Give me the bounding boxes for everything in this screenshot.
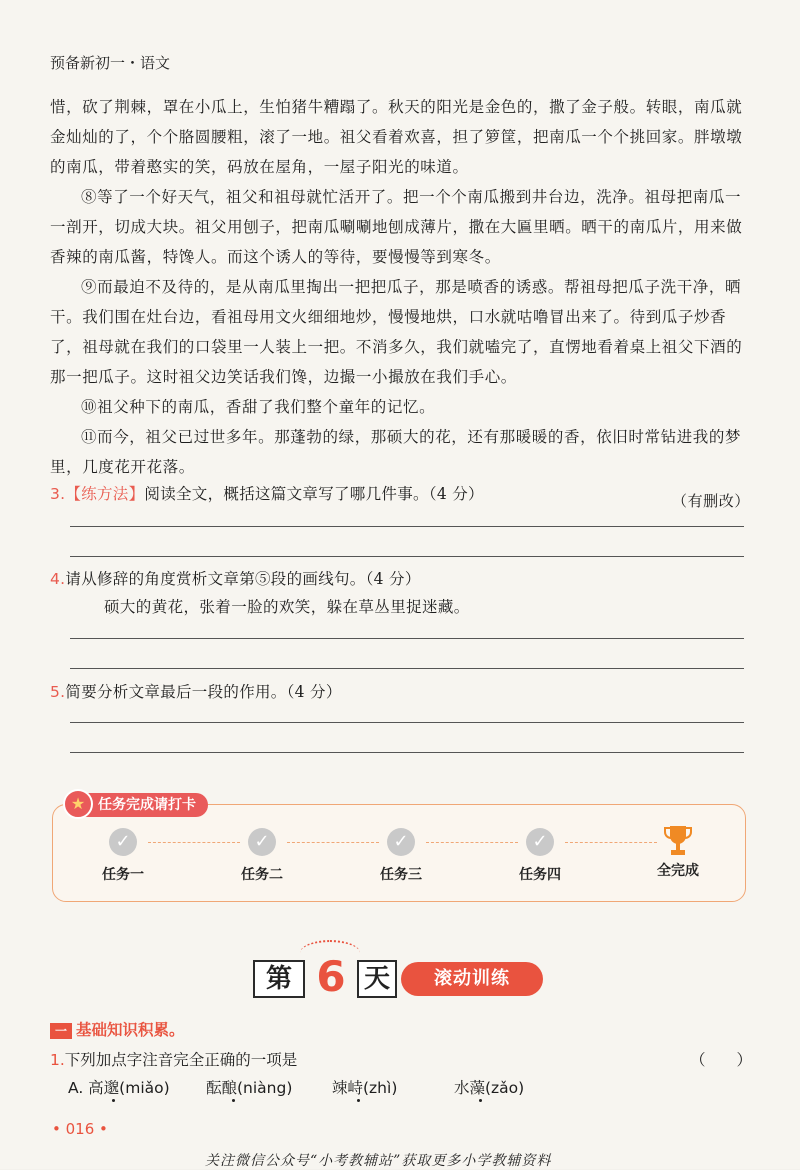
- task-checkbox-1[interactable]: [83, 828, 163, 884]
- page-header-title: 预备新初一・语文: [50, 54, 171, 72]
- article-source-note: （有删改）: [671, 492, 750, 510]
- emphasis-dot: [479, 1099, 482, 1102]
- emphasis-dot: [357, 1099, 360, 1102]
- day-prefix: 第: [253, 960, 305, 998]
- article-paragraph: ⑨而最迫不及待的，是从南瓜里掏出一把把瓜子，那是喷香的诱惑。帮祖母把瓜子洗干净，晒干。我们围在灶台边，看祖母用文火细细地炒，慢慢地烘，口水就咕噜冒出来了。待到瓜子炒香了，祖母就在我们的口袋里一人装上一把。不消多久，我们就嗑完了，直愣地看着桌上祖父下酒的那一把瓜子。这时祖父边笑话我们馋，边撮一小撮放在我们手心。: [50, 278, 743, 386]
- task-label: 任务四: [519, 867, 561, 883]
- task-checkbox-4[interactable]: [500, 828, 580, 884]
- article-paragraph: 惜，砍了荆棘，罩在小瓜上，生怕猪牛糟蹋了。秋天的阳光是金色的，撒了金子般。转眼，南瓜就金灿灿的了，个个胳圆腰粗，滚了一地。祖父看着欢喜，担了箩筐，把南瓜一个个挑回家。胖墩墩的南瓜，带着憨实的笑，码放在屋角，一屋子阳光的味道。: [50, 98, 743, 176]
- answer-line[interactable]: [70, 556, 744, 557]
- page-number-text: 016: [65, 1120, 95, 1138]
- quoted-sentence: 硕大的黄花，张着一脸的欢笑，躲在草丛里捉迷藏。: [104, 598, 470, 616]
- question-text: 下列加点字注音完全正确的一项是: [64, 1051, 298, 1069]
- question-3: [50, 482, 484, 504]
- page-number: • 016 •: [52, 1120, 108, 1138]
- question-1: [50, 1048, 753, 1070]
- question-text: 阅读全文，概括这篇文章写了哪几件事。（4 分）: [144, 485, 484, 503]
- task-checkbox-3[interactable]: [361, 828, 441, 884]
- answer-line[interactable]: [70, 752, 744, 753]
- question-number: 3.: [50, 485, 66, 503]
- task-checkbox-2[interactable]: [222, 828, 302, 884]
- task-label: 任务一: [102, 867, 144, 883]
- task-label: 任务三: [380, 867, 422, 883]
- star-badge-icon: ★: [63, 789, 93, 819]
- question-5: [50, 680, 342, 702]
- footer-note: 关注微信公众号“小考教辅站”获取更多小学教辅资料: [205, 1153, 552, 1169]
- answer-line[interactable]: [70, 526, 744, 527]
- answer-line[interactable]: [70, 638, 744, 639]
- option-d: 水藻(zǎo): [454, 1079, 525, 1097]
- answer-line[interactable]: [70, 668, 744, 669]
- article-paragraph: ⑪而今，祖父已过世多年。那蓬勃的绿，那硕大的花，还有那暖暖的香，依旧时常钻进我的梦里，几度花开花落。: [50, 428, 742, 476]
- emphasis-dot: [232, 1099, 235, 1102]
- check-icon: ✓: [387, 828, 415, 856]
- task-complete[interactable]: [638, 824, 718, 880]
- check-icon: ✓: [526, 828, 554, 856]
- option-b: 酝酿(niàng): [206, 1079, 293, 1097]
- emphasis-dot: [112, 1099, 115, 1102]
- question-text: 简要分析文章最后一段的作用。（4 分）: [65, 683, 342, 701]
- method-tag: 【练方法】: [65, 485, 145, 503]
- task-label: 全完成: [657, 863, 699, 879]
- article-paragraph: ⑧等了一个好天气，祖父和祖母就忙活开了。把一个个南瓜搬到井台边，洗净。祖母把南瓜一一剖开，切成大块。祖父用刨子，把南瓜唰唰地刨成薄片，撒在大匾里晒。晒干的南瓜片，用来做香辣的南瓜酱，特馋人。而这个诱人的等待，要慢慢等到寒冬。: [50, 188, 743, 266]
- question-number: 4.: [50, 570, 66, 588]
- answer-line[interactable]: [70, 722, 744, 723]
- article-paragraph: ⑩祖父种下的南瓜，香甜了我们整个童年的记忆。: [81, 398, 436, 416]
- day-number: 6: [316, 952, 346, 1001]
- trophy-icon: [664, 824, 692, 856]
- question-number: 5.: [50, 683, 66, 701]
- question-text: 请从修辞的角度赏析文章第⑤段的画线句。（4 分）: [65, 570, 421, 588]
- day-label: 滚动训练: [401, 962, 543, 996]
- task-label: 任务二: [241, 867, 283, 883]
- section-title: 基础知识积累。: [76, 1021, 185, 1039]
- question-number: 1.: [50, 1051, 65, 1069]
- article-body: [50, 92, 750, 516]
- checkin-title: 任务完成请打卡: [70, 793, 208, 817]
- answer-bracket[interactable]: （ ）: [690, 1051, 753, 1069]
- day-banner: [253, 952, 543, 1001]
- section-header: [50, 1018, 185, 1038]
- option-c: 竦峙(zhì): [332, 1079, 398, 1097]
- question-4: [50, 567, 421, 589]
- check-icon: ✓: [109, 828, 137, 856]
- option-a: A. 高邈(miǎo): [68, 1079, 170, 1097]
- section-mark: 一: [50, 1023, 72, 1039]
- day-suffix: 天: [357, 960, 397, 998]
- check-icon: ✓: [248, 828, 276, 856]
